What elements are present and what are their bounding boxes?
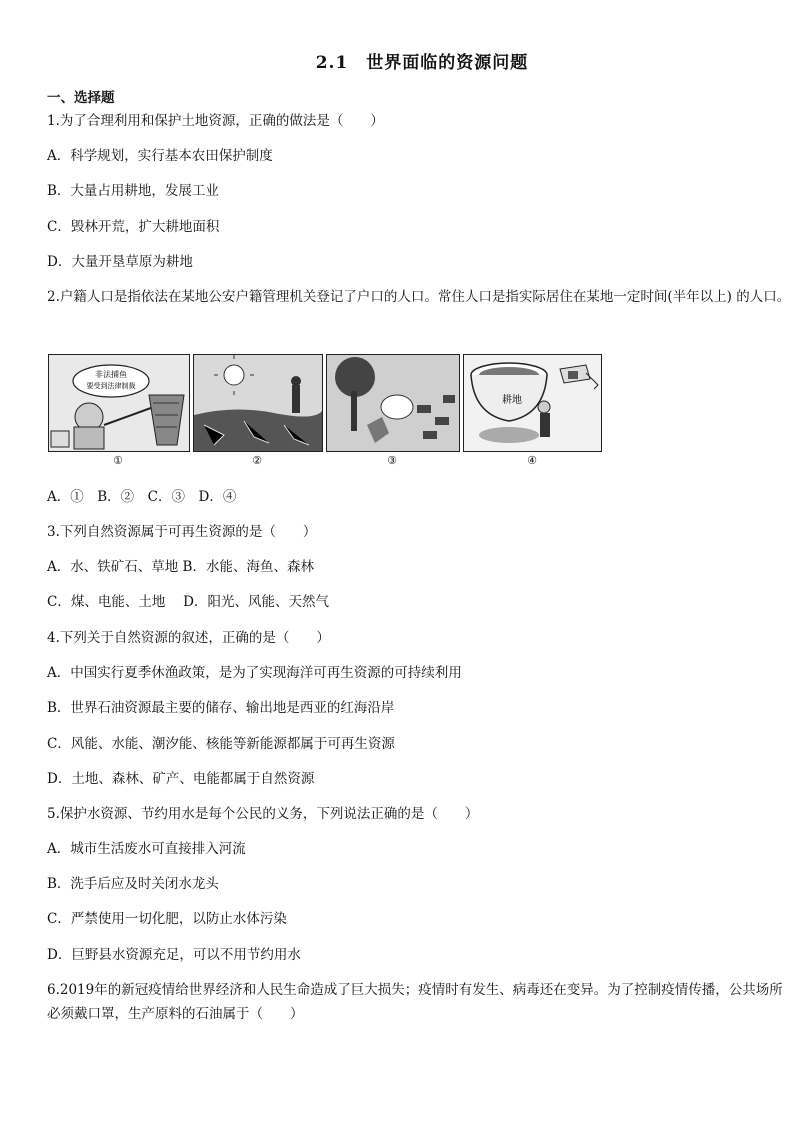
- question-4-option-c: C．风能、水能、潮汐能、核能等新能源都属于可再生资源: [47, 736, 395, 752]
- question-2-figure: [48, 354, 608, 467]
- bubble-text-line2: 要受到法律制裁: [86, 382, 136, 390]
- question-1-option-a: A．科学规划，实行基本农田保护制度: [47, 148, 273, 164]
- question-4-option-d: D．土地、森林、矿产、电能都属于自然资源: [47, 771, 315, 787]
- caption-3: ③: [387, 454, 397, 467]
- caption-1: ①: [113, 454, 123, 467]
- question-3-options-cd: C．煤、电能、土地 D．阳光、风能、天然气: [47, 594, 329, 610]
- bubble-text-line1: 非法捕鱼: [95, 370, 127, 379]
- question-5-option-a: A．城市生活废水可直接排入河流: [47, 841, 246, 857]
- question-1-option-c: C．毁林开荒，扩大耕地面积: [47, 219, 220, 235]
- question-3-options-ab: A．水、铁矿石、草地 B．水能、海鱼、森林: [47, 559, 314, 575]
- question-5-option-c: C．严禁使用一切化肥，以防止水体污染: [47, 911, 287, 927]
- cartoon-illegal-fishing: [48, 354, 190, 452]
- question-1-option-b: B．大量占用耕地，发展工业: [47, 183, 219, 199]
- question-4-stem: 4.下列关于自然资源的叙述，正确的是（ ）: [47, 630, 330, 646]
- question-5-stem: 5.保护水资源、节约用水是每个公民的义务，下列说法正确的是（ ）: [47, 806, 479, 822]
- page-title: 2.1 世界面临的资源问题: [315, 53, 529, 73]
- question-4-option-a: A．中国实行夏季休渔政策，是为了实现海洋可再生资源的可持续利用: [47, 665, 462, 681]
- caption-2: ②: [252, 454, 262, 467]
- question-4-option-b: B．世界石油资源最主要的储存、输出地是西亚的红海沿岸: [47, 700, 395, 716]
- question-5-option-d: D．巨野县水资源充足，可以不用节约用水: [47, 947, 301, 963]
- cartoon-deforestation: [326, 354, 460, 452]
- question-5-option-b: B．洗手后应及时关闭水龙头: [47, 876, 219, 892]
- question-3-stem: 3.下列自然资源属于可再生资源的是（ ）: [47, 524, 317, 540]
- question-2-options: A．① B．② C．③ D．④: [47, 489, 237, 505]
- farmland-label: 耕地: [502, 395, 522, 406]
- caption-4: ④: [527, 454, 537, 467]
- question-1-option-d: D．大量开垦草原为耕地: [47, 254, 193, 270]
- question-2-stem: 2.户籍人口是指依法在某地公安户籍管理机关登记了户口的人口。常住人口是指实际居住在某地一定时间(半年以上) 的人口。: [47, 289, 791, 305]
- question-6-stem: 6.2019年的新冠疫情给世界经济和人民生命造成了巨大损失；疫情时有发生、病毒还在变异。为了控制疫情传播，公共场所必须戴口罩，生产原料的石油属于（ ）: [47, 982, 783, 1022]
- question-1-stem: 1.为了合理利用和保护土地资源，正确的做法是（ ）: [47, 113, 384, 129]
- cartoon-drought: [193, 354, 323, 452]
- section-heading: 一、选择题: [47, 90, 115, 106]
- cartoon-farmland-loss: [463, 354, 602, 452]
